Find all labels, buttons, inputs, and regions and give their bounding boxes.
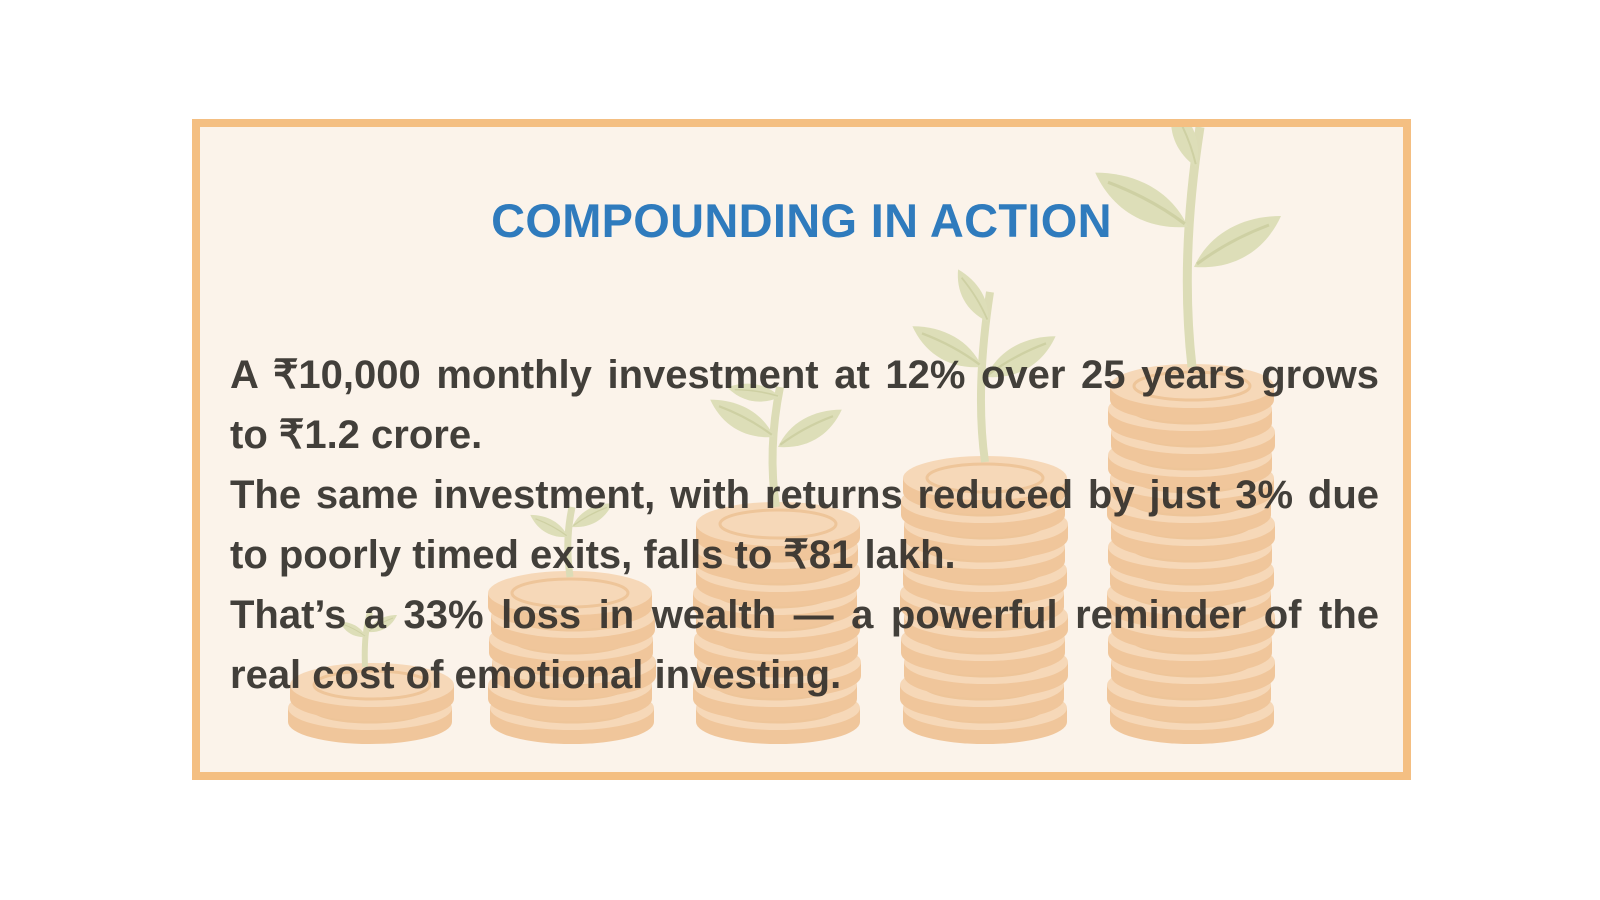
- card-title: COMPOUNDING IN ACTION: [491, 194, 1112, 247]
- paragraph-investment-growth: A ₹10,000 monthly investment at 12% over 25 years grows to ₹1.2 crore.: [230, 353, 1379, 457]
- paragraph-reduced-returns: The same investment, with returns reduced by just 3% due to poorly timed exits, falls to ₹81 lakh.: [230, 473, 1379, 577]
- paragraph-wealth-loss: That’s a 33% loss in wealth — a powerful reminder of the real cost of emotional investing.: [230, 593, 1379, 697]
- info-card: [192, 119, 1411, 780]
- card-body: [230, 345, 1379, 705]
